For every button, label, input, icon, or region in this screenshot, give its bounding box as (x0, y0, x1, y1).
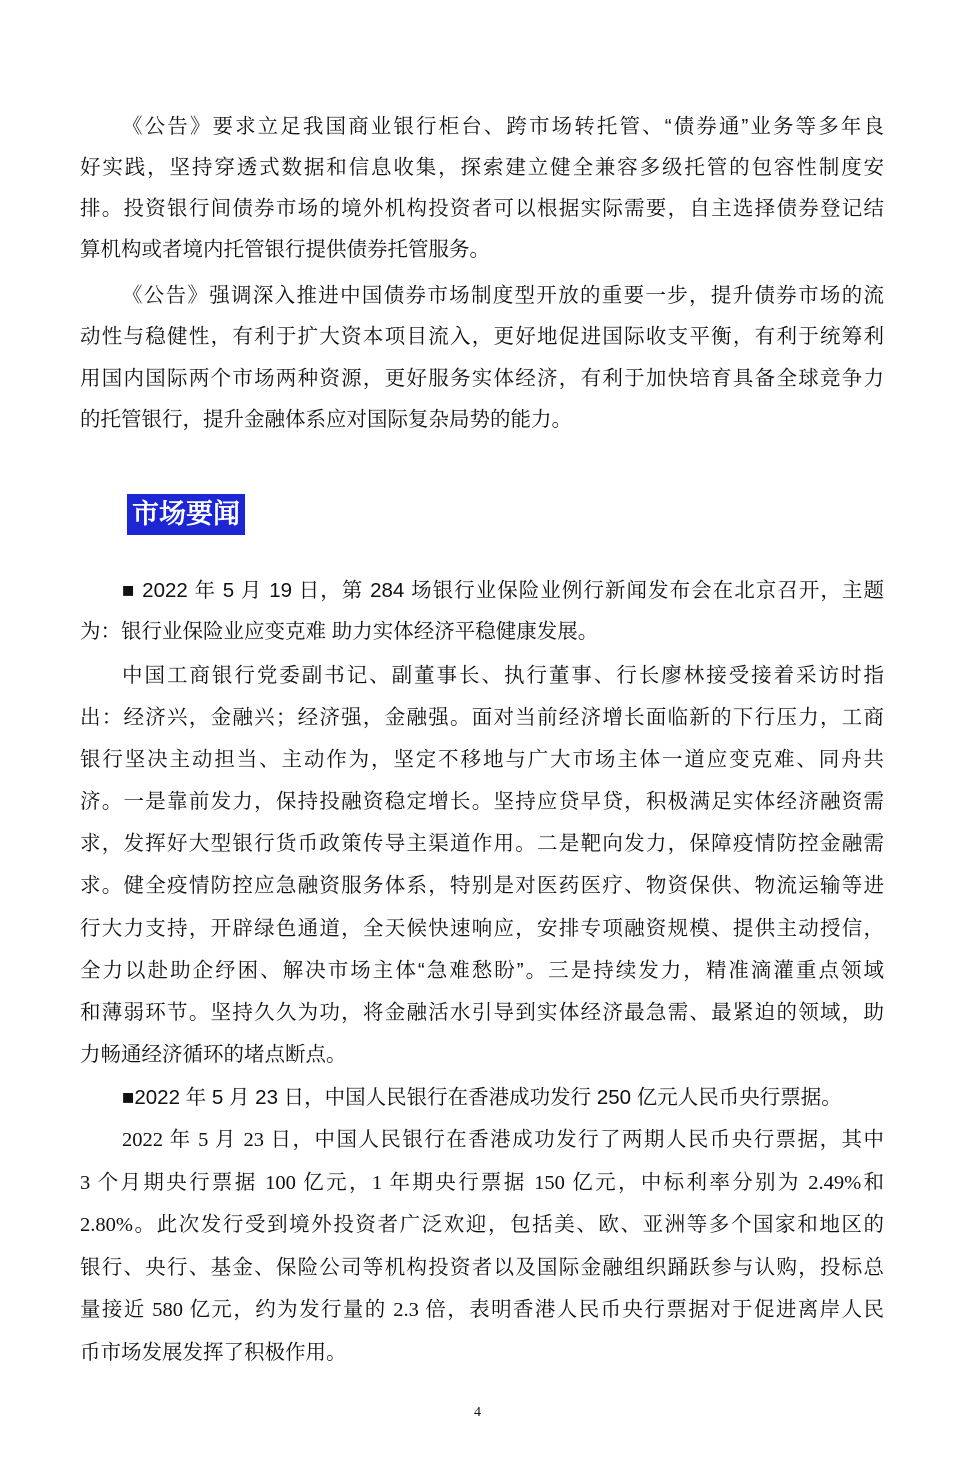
text-line: 2022 年 5 月 23 日，中国人民银行在香港成功发行了两期人民币央行票据，其中 (122, 1129, 884, 1151)
news-item-2-headline (80, 1077, 884, 1119)
text-line: 求，发挥好大型银行货币政策传导主渠道作用。二是靶向发力，保障疫情防控金融需 (80, 832, 884, 856)
text-line: 行大力支持，开辟绿色通道，全天候快速响应，安排专项融资规模、提供主动授信， (80, 916, 884, 940)
market-news-heading: 市场要闻 (127, 494, 245, 535)
text-line: ■ 2022 年 5 月 19 日，第 284 场银行业保险业例行新闻发布会在北京召开，主题 (122, 579, 884, 602)
news-item-1-body (80, 655, 884, 1076)
text-line: 币市场发展发挥了积极作用。 (80, 1341, 347, 1364)
text-line: 全力以赴助企纾困、解决市场主体“急难愁盼”。三是持续发力，精准滴灌重点领域 (80, 958, 884, 982)
text-line: 《公告》强调深入推进中国债券市场制度型开放的重要一步，提升债券市场的流 (122, 284, 884, 307)
page-number: 4 (474, 1405, 481, 1420)
text-line: 银行坚决主动担当、主动作为，坚定不移地与广大市场主体一道应变克难、同舟共 (80, 748, 884, 772)
text-line: 排。投资银行间债券市场的境外机构投资者可以根据实际需要，自主选择债券登记结 (80, 197, 884, 220)
text-line: 动性与稳健性，有利于扩大资本项目流入，更好地促进国际收支平衡，有利于统筹利 (80, 325, 884, 349)
text-line: ■2022 年 5 月 23 日，中国人民银行在香港成功发行 250 亿元人民币央行票据。 (122, 1086, 842, 1109)
text-line: 济。一是靠前发力，保持投融资稳定增长。坚持应贷早贷，积极满足实体经济融资需 (80, 790, 884, 814)
text-line: 和薄弱环节。坚持久久为功，将金融活水引导到实体经济最急需、最紧迫的领域，助 (80, 1000, 884, 1024)
text-line: 为：银行业保险业应变克难 助力实体经济平稳健康发展。 (80, 620, 599, 643)
news-item-2-body (80, 1119, 884, 1375)
news-item-1-headline (80, 570, 884, 652)
announcement-paragraph-2 (80, 275, 884, 440)
text-line: 力畅通经济循环的堵点断点。 (80, 1042, 347, 1066)
text-line: 银行、央行、基金、保险公司等机构投资者以及国际金融组织踊跃参与认购，投标总 (80, 1256, 884, 1279)
text-line: 算机构或者境内托管银行提供债券托管服务。 (80, 238, 490, 261)
text-line: 的托管银行，提升金融体系应对国际复杂局势的能力。 (80, 407, 572, 431)
text-line: 用国内国际两个市场两种资源，更好服务实体经济，有利于加快培育具备全球竞争力 (80, 366, 884, 390)
text-line: 3 个月期央行票据 100 亿元，1 年期央行票据 150 亿元，中标利率分别为 2.49%和 (80, 1171, 884, 1194)
text-line: 量接近 580 亿元，约为发行量的 2.3 倍，表明香港人民币央行票据对于促进离岸人民 (80, 1299, 884, 1322)
text-line: 好实践，坚持穿透式数据和信息收集，探索建立健全兼容多级托管的包容性制度安 (80, 156, 884, 179)
text-line: 出：经济兴，金融兴；经济强，金融强。面对当前经济增长面临新的下行压力，工商 (80, 706, 884, 730)
text-line: 2.80%。此次发行受到境外投资者广泛欢迎，包括美、欧、亚洲等多个国家和地区的 (80, 1214, 884, 1237)
text-line: 《公告》要求立足我国商业银行柜台、跨市场转托管、“债券通”业务等多年良 (122, 115, 884, 138)
text-line: 求。健全疫情防控应急融资服务体系，特别是对医药医疗、物资保供、物流运输等进 (80, 874, 884, 898)
announcement-paragraph-1 (80, 106, 884, 270)
text-line: 中国工商银行党委副书记、副董事长、执行董事、行长廖林接受接着采访时指 (122, 664, 884, 687)
